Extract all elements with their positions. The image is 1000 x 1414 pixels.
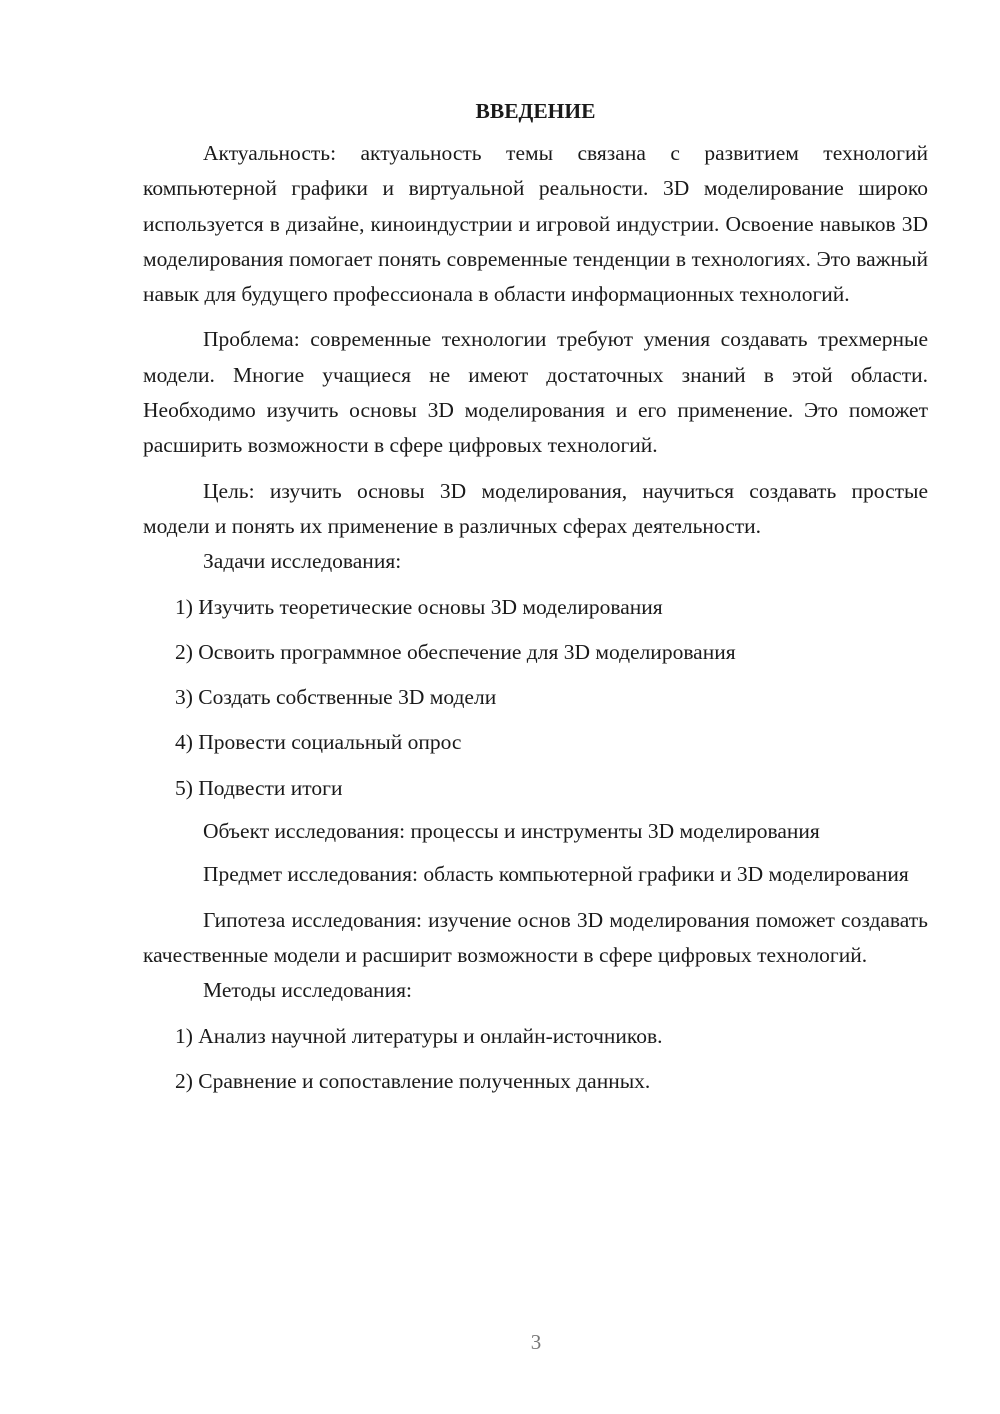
tasks-list [143,590,928,806]
list-item: 1) Изучить теоретические основы 3D моделирования [175,594,663,619]
list-item: 1) Анализ научной литературы и онлайн-источников. [175,1023,663,1048]
tasks-heading: Задачи исследования: [203,549,402,574]
paragraph-hypothesis: Гипотеза исследования: изучение основ 3D моделирования поможет создавать качественные модели и расширит возможности в сфере цифровых технологий. [143,907,928,967]
paragraph-object: Объект исследования: процессы и инструменты 3D моделирования [203,819,820,844]
methods-list [143,1019,928,1100]
list-item: 5) Подвести итоги [175,775,343,800]
paragraph-problem: Проблема: современные технологии требуют умения создавать трехмерные модели. Многие учащиеся не имеют достаточных знаний в этой области. Необходимо изучить основы 3D моделирования и его применение. Это поможет расширить возможности в сфере цифровых технологий. [143,327,928,458]
paragraph-goal: Цель: изучить основы 3D моделирования, научиться создавать простые модели и понять их применение в различных сферах деятельности. [143,478,928,538]
list-item: 2) Освоить программное обеспечение для 3D моделирования [175,639,736,664]
list-item: 4) Провести социальный опрос [175,730,462,755]
methods-heading: Методы исследования: [203,978,412,1003]
list-item: 2) Сравнение и сопоставление полученных данных. [175,1068,651,1093]
document-page [143,96,928,1099]
paragraph-subject: Предмет исследования: область компьютерной графики и 3D моделирования [203,862,909,887]
list-item: 3) Создать собственные 3D модели [175,685,497,710]
page-number: 3 [530,1330,542,1354]
page-title: ВВЕДЕНИЕ [475,99,596,123]
paragraph-relevance: Актуальность: актуальность темы связана с развитием технологий компьютерной графики и виртуальной реальности. 3D моделирование широко используется в дизайне, киноиндустрии и игровой индустрии. Освоение навыков 3D моделирования помогает понять современные тенденции в технологиях. Это важный навык для будущего профессионала в области информационных технологий. [143,141,928,307]
